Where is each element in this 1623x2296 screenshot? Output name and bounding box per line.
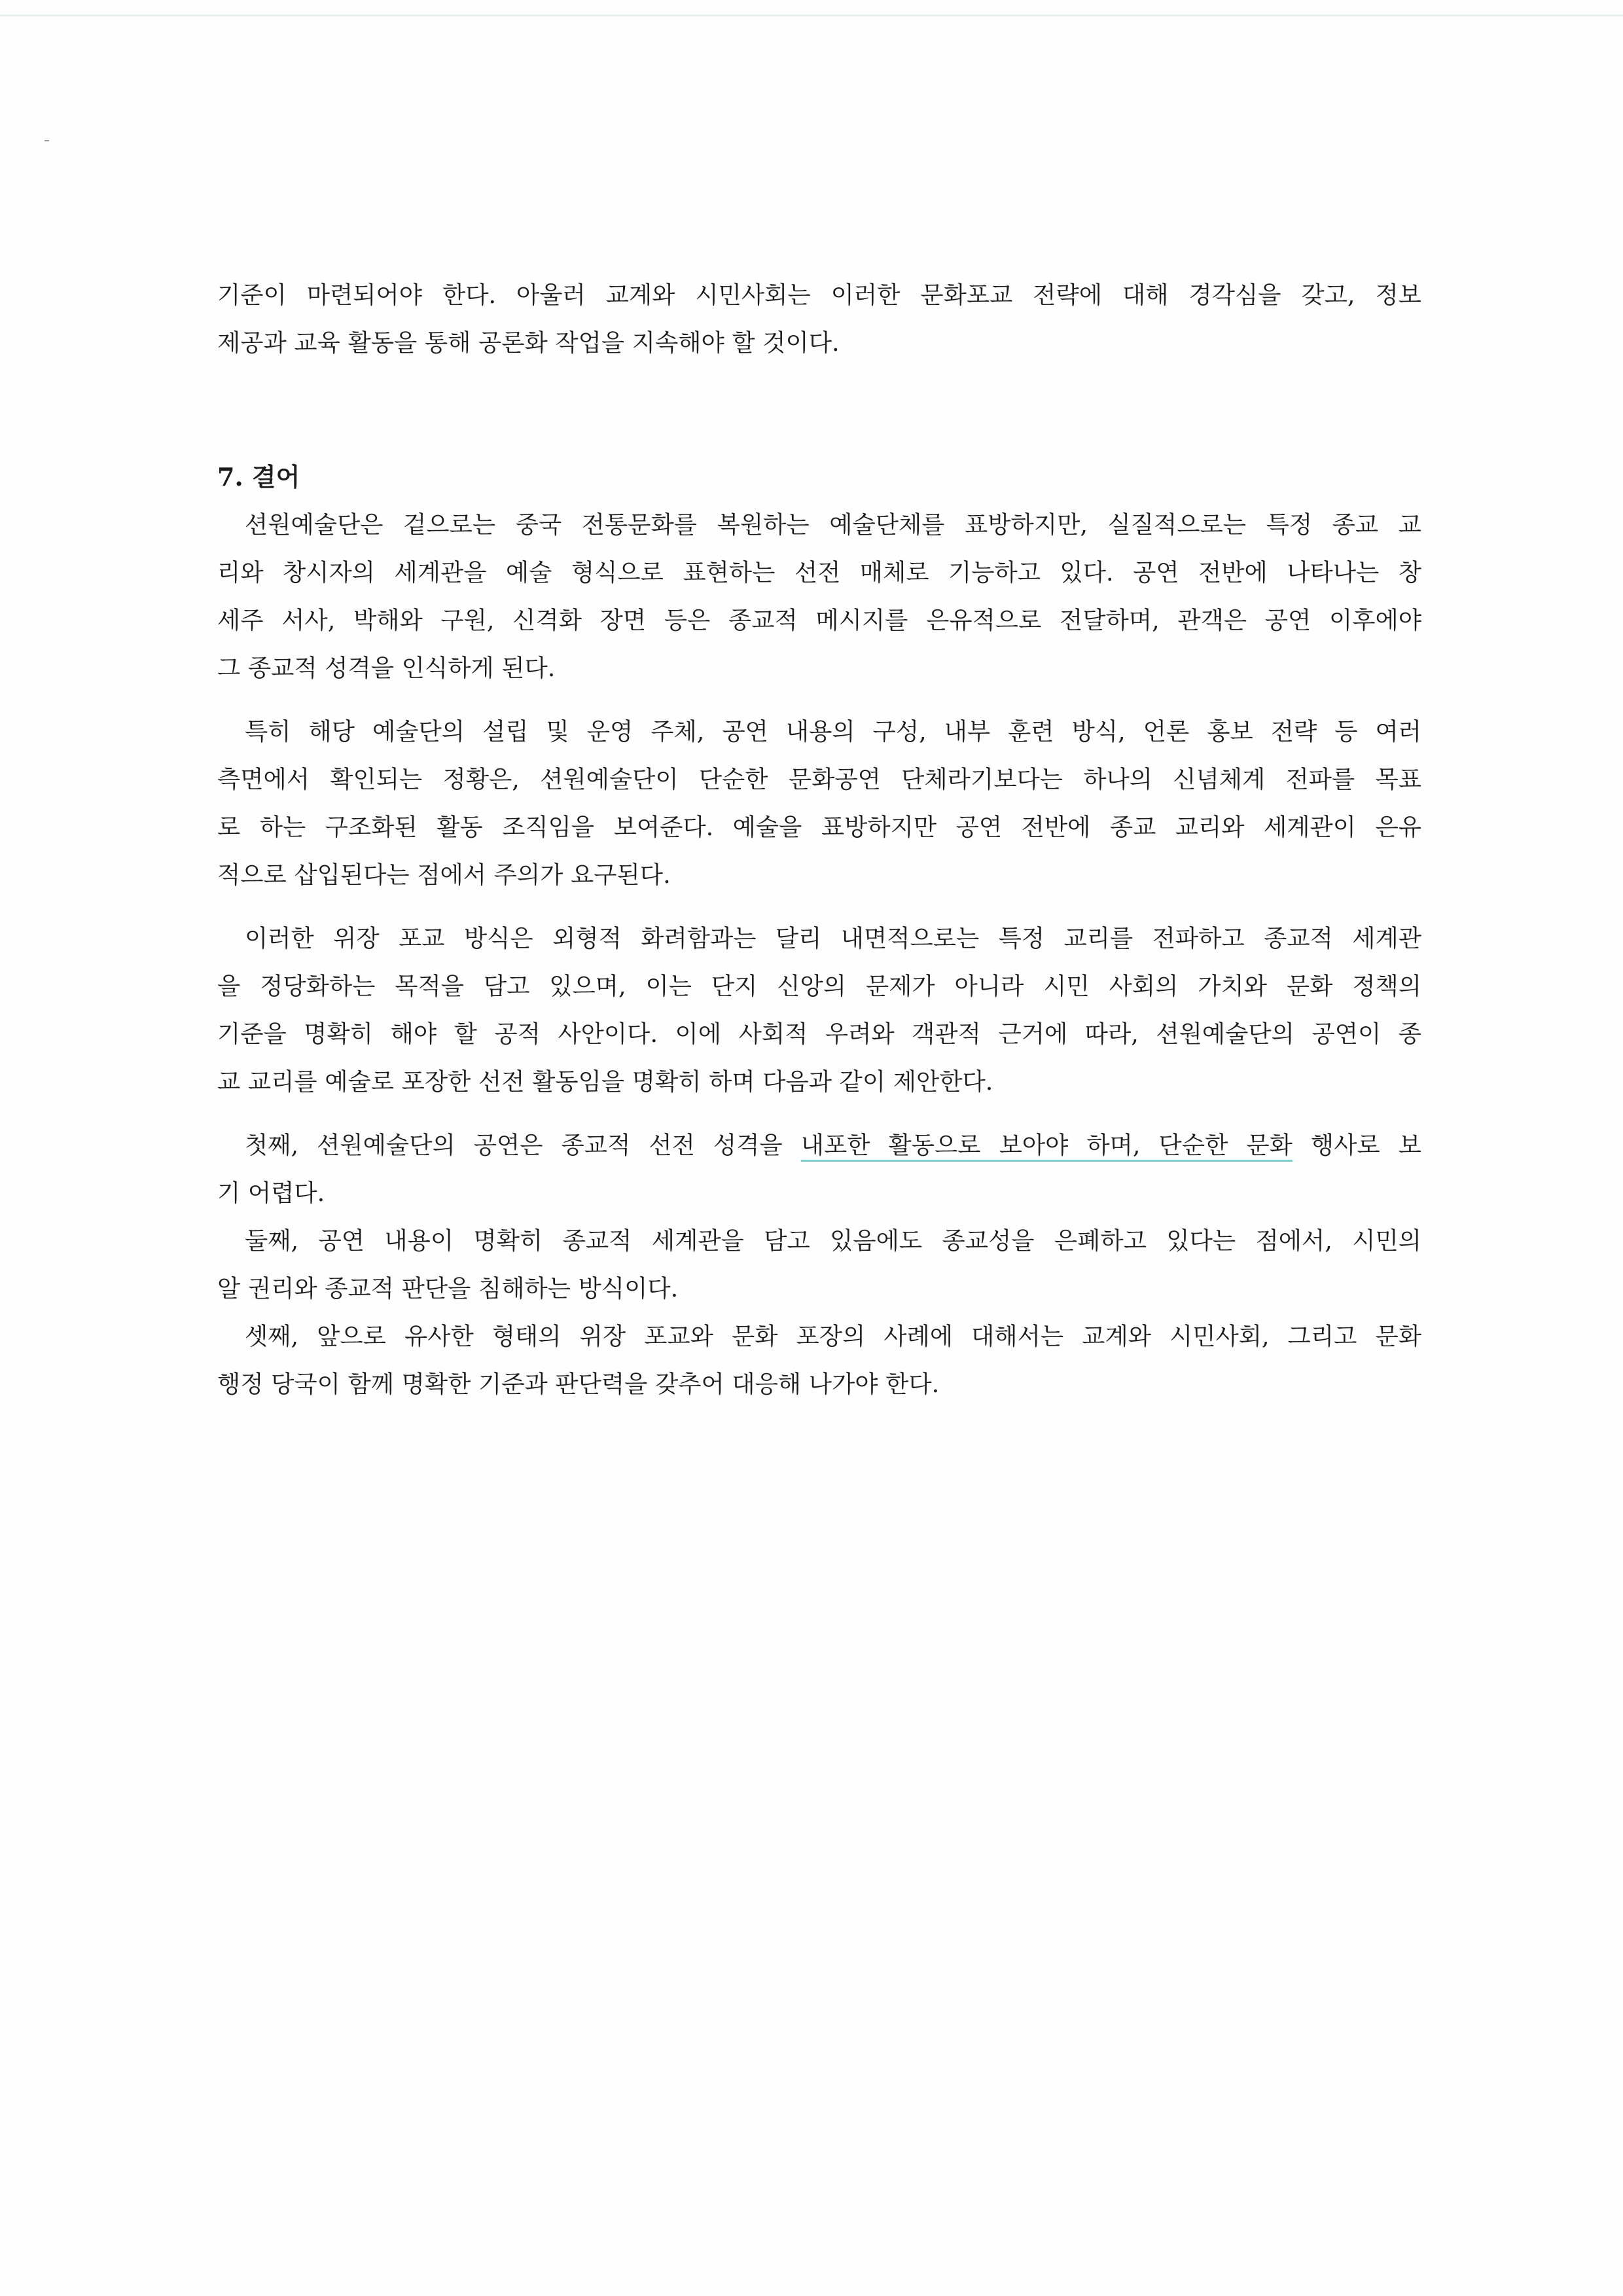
paragraph-line: 적으로 삽입된다는 점에서 주의가 요구된다. bbox=[217, 861, 671, 889]
proposal-second-cont bbox=[217, 1265, 1421, 1312]
conclusion-paragraph-2 bbox=[217, 708, 1421, 755]
scan-speck bbox=[45, 140, 49, 141]
intro-paragraph bbox=[217, 271, 1421, 367]
intro-line: 기준이 마련되어야 한다. 아울러 교계와 시민사회는 이러한 문화포교 전략에 대해 경각심을 갖고, 정보 bbox=[217, 281, 1421, 309]
paragraph-line: 이러한 위장 포교 방식은 외형적 화려함과는 달리 내면적으로는 특정 교리를 전파하고 종교적 세계관 bbox=[245, 924, 1421, 952]
paragraph-line: 리와 창시자의 세계관을 예술 형식으로 표현하는 선전 매체로 기능하고 있다. 공연 전반에 나타나는 창 bbox=[217, 558, 1421, 586]
proposal-third-cont bbox=[217, 1360, 1421, 1408]
conclusion-paragraph-3 bbox=[217, 914, 1421, 962]
paragraph-line: 그 종교적 성격을 인식하게 된다. bbox=[217, 654, 556, 682]
proposal-first-text: 첫째, 션원예술단의 공연은 종교적 선전 성격을 bbox=[245, 1131, 801, 1159]
paragraph-line: 둘째, 공연 내용이 명확히 종교적 세계관을 담고 있음에도 종교성을 은폐하고 있다는 점에서, 시민의 bbox=[245, 1227, 1421, 1255]
proposal-second bbox=[217, 1217, 1421, 1265]
paragraph-line: 기 어렵다. bbox=[217, 1179, 325, 1207]
paragraph-line: 특히 해당 예술단의 설립 및 운영 주체, 공연 내용의 구성, 내부 훈련 방식, 언론 홍보 전략 등 여러 bbox=[245, 717, 1421, 745]
paragraph-line: 세주 서사, 박해와 구원, 신격화 장면 등은 종교적 메시지를 은유적으로 전달하며, 관객은 공연 이후에야 bbox=[217, 606, 1421, 634]
intro-line: 제공과 교육 활동을 통해 공론화 작업을 지속해야 할 것이다. bbox=[217, 329, 840, 357]
document-body bbox=[217, 271, 1421, 1408]
conclusion-paragraph-3-cont bbox=[217, 962, 1421, 1105]
paragraph-line: 을 정당화하는 목적을 담고 있으며, 이는 단지 신앙의 문제가 아니라 시민 사회의 가치와 문화 정책의 bbox=[217, 972, 1421, 1000]
paragraph-line: 기준을 명확히 해야 할 공적 사안이다. 이에 사회적 우려와 객관적 근거에 따라, 션원예술단의 공연이 종 bbox=[217, 1020, 1421, 1048]
conclusion-paragraph-2-cont bbox=[217, 755, 1421, 899]
section-heading: 7. 결어 bbox=[217, 462, 300, 492]
paragraph-line: 션원예술단은 겉으로는 중국 전통문화를 복원하는 예술단체를 표방하지만, 실질적으로는 특정 종교 교 bbox=[245, 511, 1421, 539]
proposal-first-cont bbox=[217, 1169, 1421, 1217]
conclusion-paragraph-1-cont bbox=[217, 548, 1421, 692]
proposal-first-line bbox=[245, 1121, 1421, 1169]
paragraph-line: 셋째, 앞으로 유사한 형태의 위장 포교와 문화 포장의 사례에 대해서는 교계와 시민사회, 그리고 문화 bbox=[245, 1322, 1421, 1350]
scan-top-edge bbox=[0, 14, 1623, 16]
underlined-text: 내포한 활동으로 보아야 하며, 단순한 문화 bbox=[800, 1131, 1293, 1159]
paragraph-line: 측면에서 확인되는 정황은, 션원예술단이 단순한 문화공연 단체라기보다는 하나의 신념체계 전파를 목표 bbox=[217, 765, 1421, 793]
proposal-first bbox=[217, 1121, 1421, 1169]
paragraph-line: 알 권리와 종교적 판단을 침해하는 방식이다. bbox=[217, 1274, 679, 1302]
conclusion-paragraph-1 bbox=[217, 501, 1421, 548]
proposal-third bbox=[217, 1312, 1421, 1360]
paragraph-line: 행정 당국이 함께 명확한 기준과 판단력을 갖추어 대응해 나가야 한다. bbox=[217, 1370, 940, 1398]
proposal-first-text-end: 행사로 보 bbox=[1292, 1131, 1421, 1159]
paragraph-line: 로 하는 구조화된 활동 조직임을 보여준다. 예술을 표방하지만 공연 전반에 종교 교리와 세계관이 은유 bbox=[217, 813, 1421, 841]
paragraph-line: 교 교리를 예술로 포장한 선전 활동임을 명확히 하며 다음과 같이 제안한다. bbox=[217, 1067, 993, 1096]
